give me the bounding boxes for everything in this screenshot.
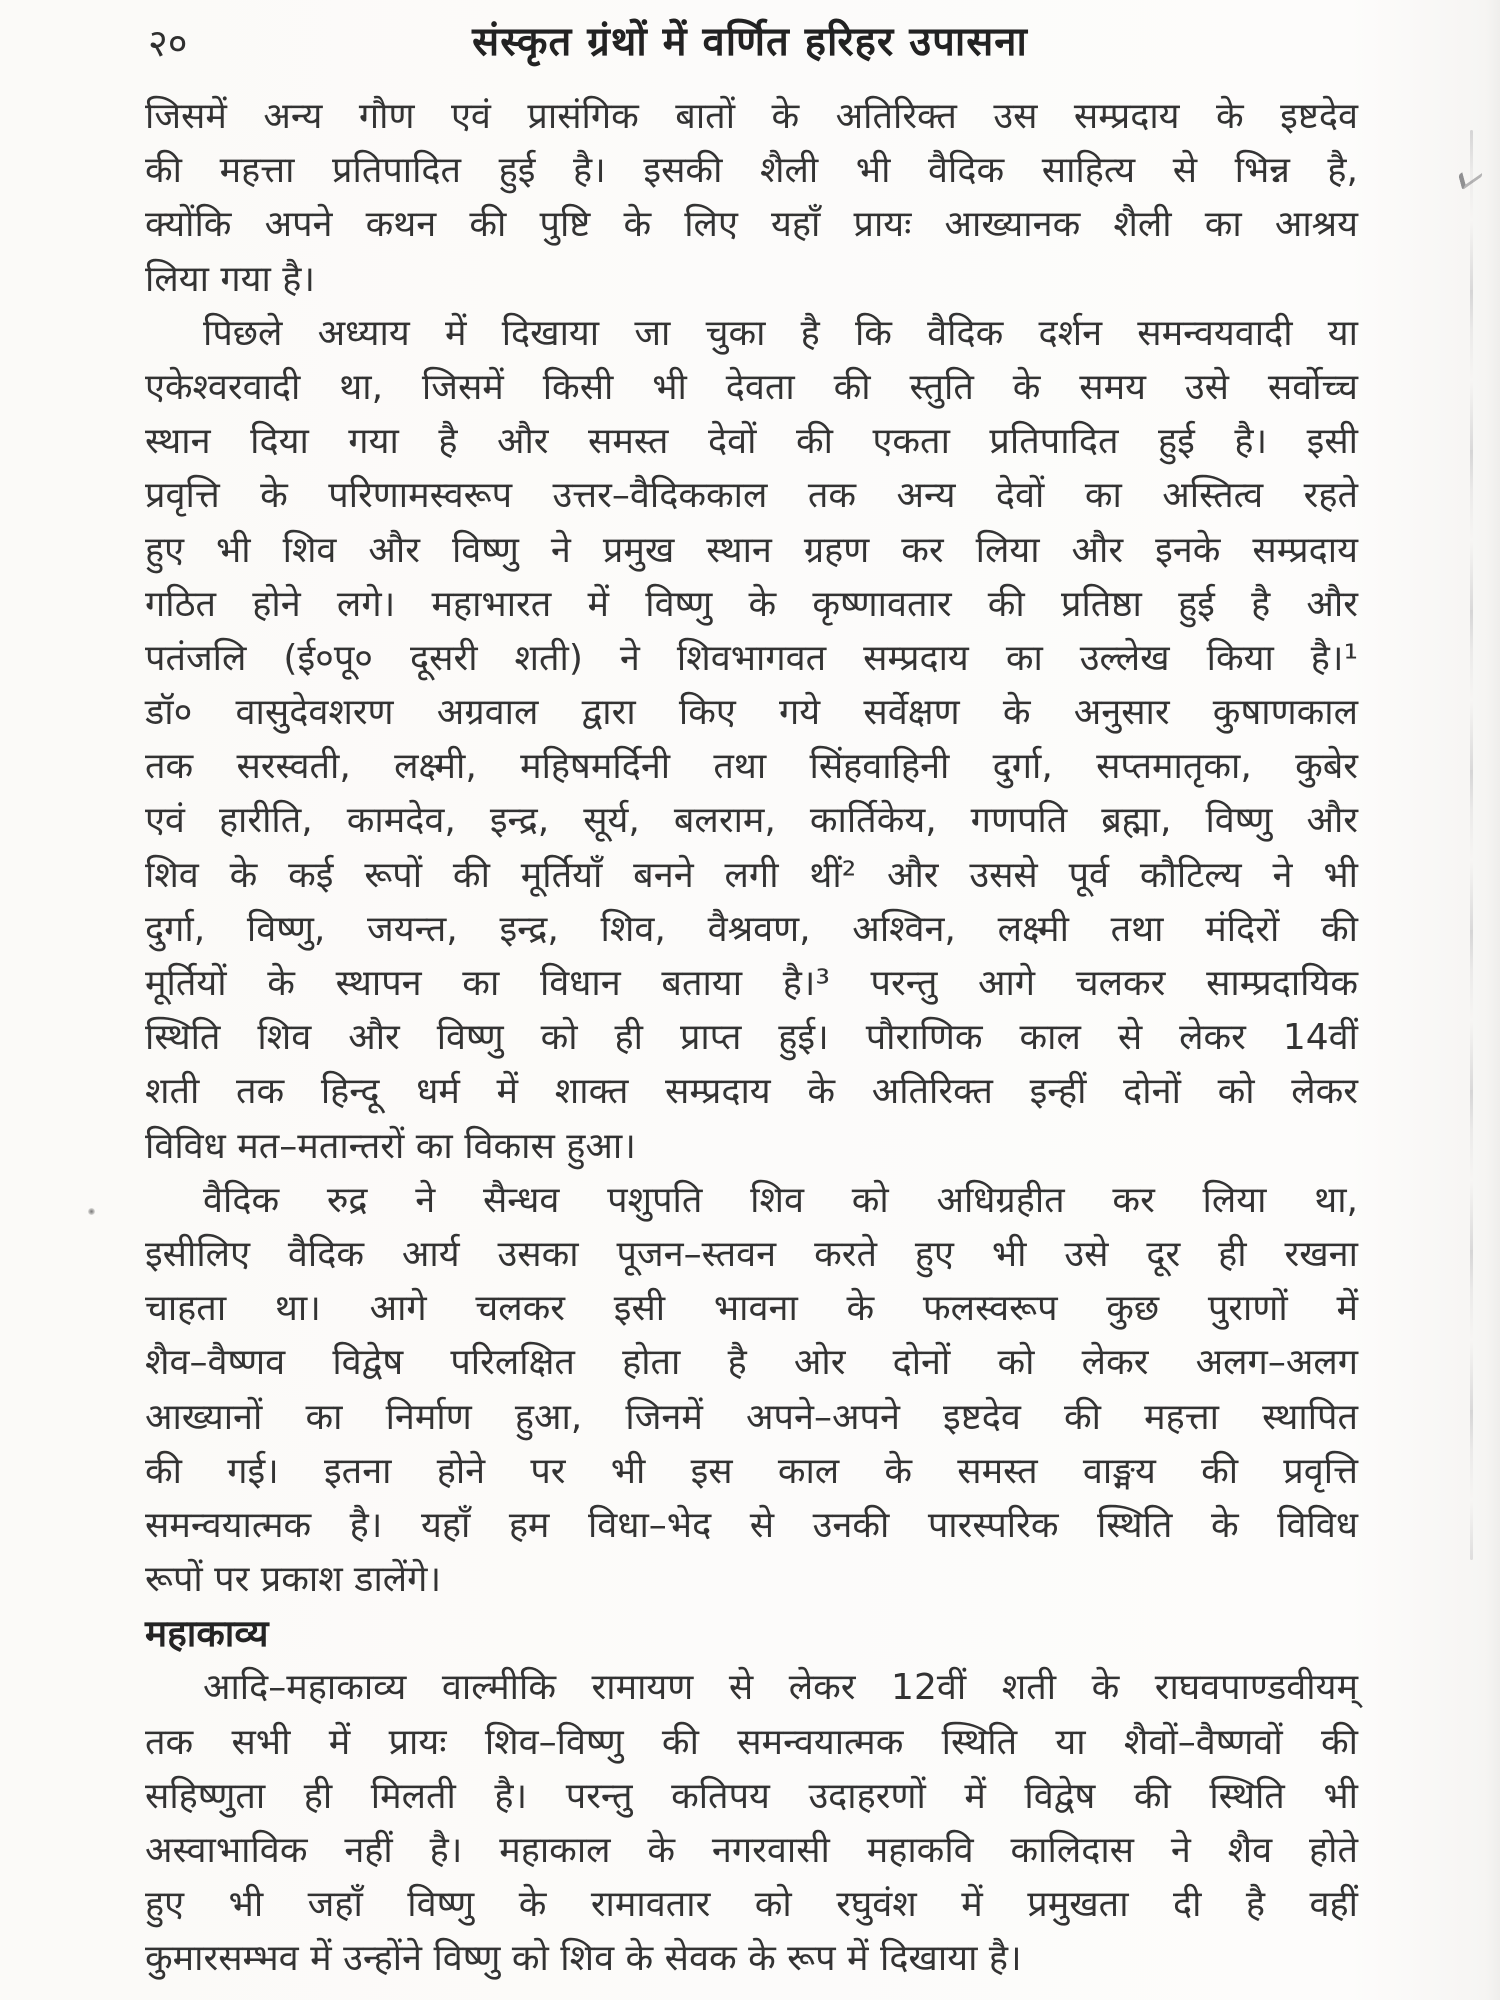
page-header <box>0 14 1500 70</box>
text-line: मूर्तियों के स्थापन का विधान बताया है।³ परन्तु आगे चलकर साम्प्रदायिक <box>145 963 1358 1004</box>
text-line: कुमारसम्भव में उन्होंने विष्णु को शिव के सेवक के रूप में दिखाया है। <box>145 1938 1022 1980</box>
text-line: वैदिक रुद्र ने सैन्धव पशुपति शिव को अधिग्रहीत कर लिया था, <box>203 1179 1358 1221</box>
text-line: रूपों पर प्रकाश डालेंगे। <box>145 1559 442 1601</box>
text-line: समन्वयात्मक है। यहाँ हम विधा–भेद से उनकी पारस्परिक स्थिति के विविध <box>145 1504 1358 1546</box>
paragraph-1 <box>145 90 1358 307</box>
page-number: २० <box>148 21 188 65</box>
page-title: संस्कृत ग्रंथों में वर्णित हरिहर उपासना <box>472 19 1028 65</box>
text-line: विविध मत–मतान्तरों का विकास हुआ। <box>145 1125 636 1167</box>
text-line: की गई। इतना होने पर भी इस काल के समस्त वाङ्मय की प्रवृत्ति <box>145 1450 1358 1492</box>
scan-speck <box>88 1208 95 1215</box>
text-line: एकेश्वरवादी था, जिसमें किसी भी देवता की स्तुति के समय उसे सर्वोच्च <box>145 366 1358 408</box>
text-line: स्थान दिया गया है और समस्त देवों की एकता प्रतिपादित हुई है। इसी <box>145 421 1358 463</box>
text-line: शैव–वैष्णव विद्वेष परिलक्षित होता है ओर दोनों को लेकर अलग–अलग <box>145 1342 1358 1384</box>
text-line: की महत्ता प्रतिपादित हुई है। इसकी शैली भी वैदिक साहित्य से भिन्न है, <box>145 150 1358 192</box>
text-line: तक सभी में प्रायः शिव–विष्णु की समन्वयात्मक स्थिति या शैवों–वैष्णवों की <box>145 1721 1358 1763</box>
text-line: स्थिति शिव और विष्णु को ही प्राप्त हुई। पौराणिक काल से लेकर 14वीं <box>145 1017 1358 1059</box>
text-line: चाहता था। आगे चलकर इसी भावना के फलस्वरूप कुछ पुराणों में <box>145 1288 1358 1330</box>
text-line: हुए भी शिव और विष्णु ने प्रमुख स्थान ग्रहण कर लिया और इनके सम्प्रदाय <box>145 529 1358 571</box>
text-line: जिसमें अन्य गौण एवं प्रासंगिक बातों के अतिरिक्त उस सम्प्रदाय के इष्टदेव <box>145 96 1358 137</box>
text-line: एवं हारीति, कामदेव, इन्द्र, सूर्य, बलराम, कार्तिकेय, गणपति ब्रह्मा, विष्णु और <box>145 800 1358 842</box>
text-line: क्योंकि अपने कथन की पुष्टि के लिए यहाँ प्रायः आख्यानक शैली का आश्रय <box>145 204 1358 246</box>
text-line: अस्वाभाविक नहीं है। महाकाल के नगरवासी महाकवि कालिदास ने शैव होते <box>145 1830 1358 1872</box>
text-line: शती तक हिन्दू धर्म में शाक्त सम्प्रदाय के अतिरिक्त इन्हीं दोनों को लेकर <box>145 1071 1358 1113</box>
text-line: तक सरस्वती, लक्ष्मी, महिषमर्दिनी तथा सिंहवाहिनी दुर्गा, सप्तमातृका, कुबेर <box>145 746 1358 788</box>
text-line: डॉ० वासुदेवशरण अग्रवाल द्वारा किए गये सर्वेक्षण के अनुसार कुषाणकाल <box>145 692 1358 734</box>
paragraph-2 <box>145 307 1358 1174</box>
text-line: आदि–महाकाव्य वाल्मीकि रामायण से लेकर 12वीं शती के राघवपाण्डवीयम् <box>203 1667 1358 1709</box>
text-line: सहिष्णुता ही मिलती है। परन्तु कतिपय उदाहरणों में विद्वेष की स्थिति भी <box>145 1775 1358 1817</box>
text-line: दुर्गा, विष्णु, जयन्त, इन्द्र, शिव, वैश्रवण, अश्विन, लक्ष्मी तथा मंदिरों की <box>145 908 1358 950</box>
text-line: इसीलिए वैदिक आर्य उसका पूजन–स्तवन करते हुए भी उसे दूर ही रखना <box>145 1233 1358 1275</box>
scan-edge-artifact <box>1470 130 1473 1560</box>
text-line: पतंजलि (ई०पू० दूसरी शती) ने शिवभागवत सम्प्रदाय का उल्लेख किया है।¹ <box>145 637 1358 679</box>
text-line: आख्यानों का निर्माण हुआ, जिनमें अपने–अपने इष्टदेव की महत्ता स्थापित <box>145 1396 1358 1438</box>
text-line: प्रवृत्ति के परिणामस्वरूप उत्तर–वैदिककाल तक अन्य देवों का अस्तित्व रहते <box>145 475 1358 517</box>
text-line: हुए भी जहाँ विष्णु के रामावतार को रघुवंश में प्रमुखता दी है वहीं <box>145 1884 1358 1926</box>
body-text <box>145 90 1358 1987</box>
text-line: लिया गया है। <box>145 258 316 300</box>
text-line: पिछले अध्याय में दिखाया जा चुका है कि वैदिक दर्शन समन्वयवादी या <box>203 312 1358 354</box>
text-line: शिव के कई रूपों की मूर्तियाँ बनने लगी थीं² और उससे पूर्व कौटिल्य ने भी <box>145 854 1358 896</box>
section-heading-mahakavya: महाकाव्य <box>145 1612 269 1656</box>
paragraph-3 <box>145 1174 1358 1608</box>
text-line: गठित होने लगे। महाभारत में विष्णु के कृष्णावतार की प्रतिष्ठा हुई है और <box>145 583 1358 625</box>
paragraph-4 <box>145 1661 1358 1986</box>
